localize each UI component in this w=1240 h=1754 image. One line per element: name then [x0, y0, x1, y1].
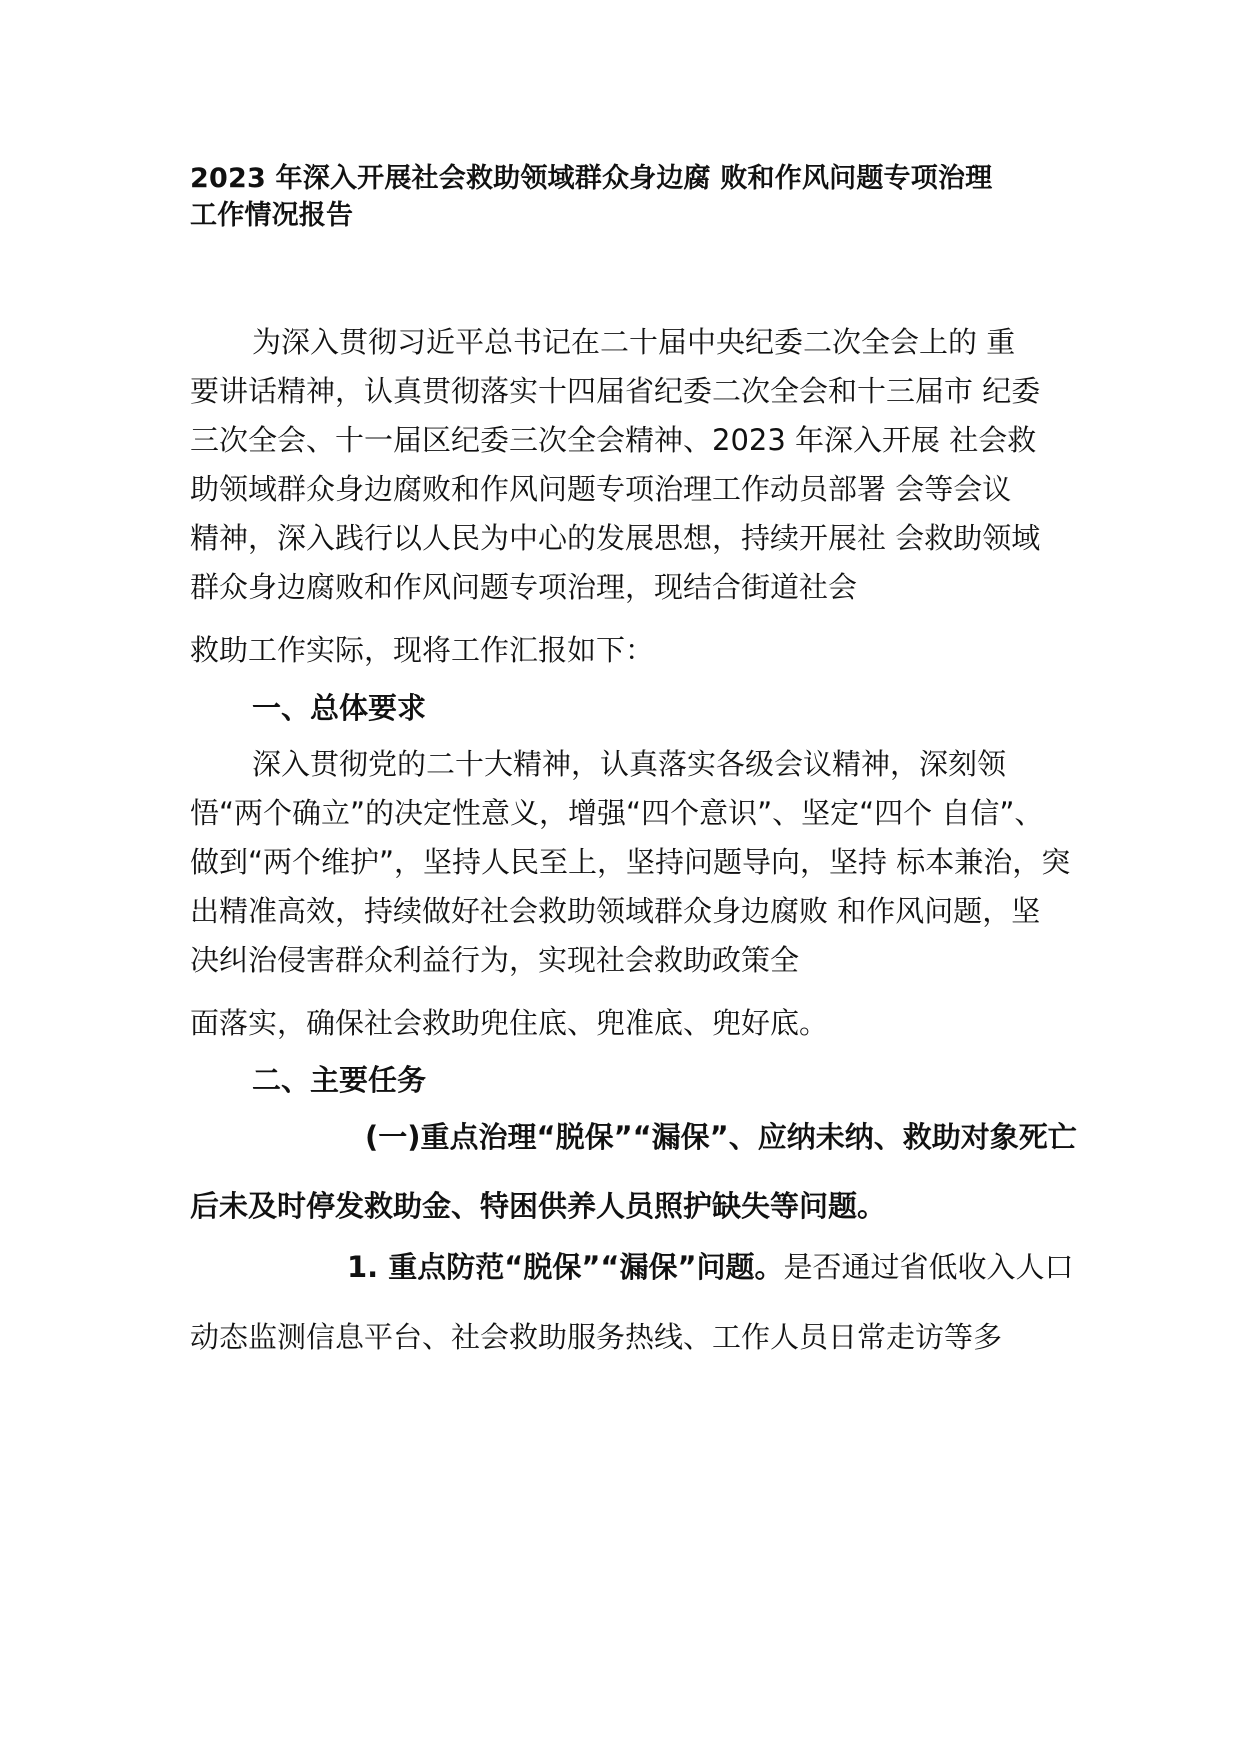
intro-line-7: 救助工作实际，现将工作汇报如下：: [190, 633, 655, 667]
item-1-line: [347, 1248, 1074, 1286]
section-1-line-4: 出精准高效，持续做好社会救助领域群众身边腐败 和作风问题，坚: [190, 894, 1041, 928]
title-line-2: 工作情况报告: [190, 200, 354, 231]
intro-line-5: 精神，深入践行以人民为中心的发展思想，持续开展社 会救助领域: [190, 521, 1041, 555]
section-2-heading: 二、主要任务: [252, 1063, 427, 1097]
intro-line-1: 为深入贯彻习近平总书记在二十届中央纪委二次全会上的 重: [252, 325, 1016, 359]
item-1-continuation: 动态监测信息平台、社会救助服务热线、工作人员日常走访等多: [190, 1320, 1003, 1354]
item-1-bold: 1. 重点防范“脱保”“漏保”问题。: [347, 1250, 784, 1284]
section-1-line-6: 面落实，确保社会救助兜住底、兜准底、兜好底。: [190, 1006, 829, 1040]
item-1-normal: 是否通过省低收入人口: [783, 1250, 1074, 1284]
intro-line-2: 要讲话精神，认真贯彻落实十四届省纪委二次全会和十三届市 纪委: [190, 374, 1041, 408]
section-1-heading: 一、总体要求: [252, 691, 427, 725]
title-line-1: 2023 年深入开展社会救助领域群众身边腐 败和作风问题专项治理: [190, 163, 993, 194]
section-1-line-2: 悟“两个确立”的决定性意义，增强“四个意识”、坚定“四个 自信”、: [190, 796, 1044, 830]
subsection-1-line-1: (一)重点治理“脱保”“漏保”、应纳未纳、救助对象死亡: [365, 1120, 1077, 1154]
intro-line-4: 助领域群众身边腐败和作风问题专项治理工作动员部署 会等会议: [190, 472, 1012, 506]
intro-line-3: 三次全会、十一届区纪委三次全会精神、2023 年深入开展 社会救: [190, 423, 1037, 457]
report-title: [190, 160, 1070, 234]
intro-line-6: 群众身边腐败和作风问题专项治理，现结合街道社会: [190, 570, 858, 604]
subsection-1-line-2: 后未及时停发救助金、特困供养人员照护缺失等问题。: [190, 1189, 887, 1223]
section-1-line-5: 决纠治侵害群众利益行为，实现社会救助政策全: [190, 943, 800, 977]
section-1-line-3: 做到“两个维护”，坚持人民至上，坚持问题导向，坚持 标本兼治，突: [190, 845, 1071, 879]
section-1-line-1: 深入贯彻党的二十大精神，认真落实各级会议精神，深刻领: [252, 747, 1007, 781]
